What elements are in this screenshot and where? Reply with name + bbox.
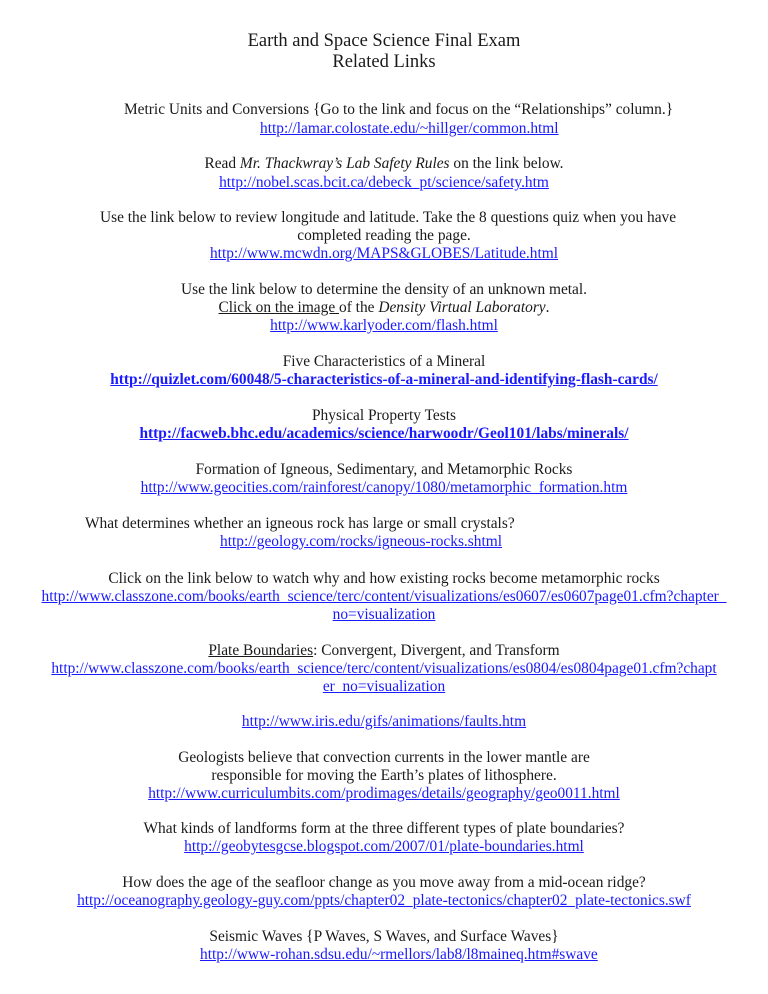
section-metamorphic-text: Click on the link below to watch why and how existing rocks become metamorphic rocks [108, 570, 660, 587]
link-density-lab[interactable]: http://www.karlyoder.com/flash.html [270, 317, 498, 334]
section-igneous-text: What determines whether an igneous rock has large or small crystals? [85, 515, 515, 532]
section-physical-tests-text: Physical Property Tests [312, 407, 456, 424]
link-plate-boundaries-visualization[interactable]: http://www.classzone.com/books/earth_science/terc/content/visualizations/es0804/es0804page01.cfm?chapt [51, 660, 717, 677]
doc-title: Earth and Space Science Final Exam [247, 31, 521, 51]
section-latitude-text: Use the link below to review longitude and latitude. Take the 8 questions quiz when you have [100, 209, 677, 226]
section-latitude-text-2: completed reading the page. [297, 227, 471, 244]
section-mineral-text: Five Characteristics of a Mineral [282, 353, 486, 370]
link-plate-boundaries-blog[interactable]: http://geobytesgcse.blogspot.com/2007/01/plate-boundaries.html [184, 838, 584, 855]
link-plate-boundaries-visualization-cont[interactable]: er_no=visualization [322, 678, 446, 695]
section-convection-text: Geologists believe that convection currents in the lower mantle are [178, 749, 590, 766]
section-metric-text: Metric Units and Conversions {Go to the link and focus on the “Relationships” column.} [124, 101, 674, 118]
section-density-text: Use the link below to determine the density of an unknown metal. [180, 281, 588, 298]
section-lab-safety-text: Read Mr. Thackwray’s Lab Safety Rules on the link below. [204, 155, 564, 172]
link-lab-safety[interactable]: http://nobel.scas.bcit.ca/debeck_pt/science/safety.htm [219, 174, 549, 191]
section-landforms-text: What kinds of landforms form at the three different types of plate boundaries? [143, 820, 625, 837]
section-seismic-text: Seismic Waves {P Waves, S Waves, and Surface Waves} [209, 928, 559, 945]
link-physical-tests[interactable]: http://facweb.bhc.edu/academics/science/harwoodr/Geol101/labs/minerals/ [139, 425, 629, 442]
section-convection-text-2: responsible for moving the Earth’s plates of lithosphere. [211, 767, 557, 784]
link-convection-currents[interactable]: http://www.curriculumbits.com/prodimages/details/geography/geo0011.html [148, 785, 620, 802]
link-igneous-rocks[interactable]: http://geology.com/rocks/igneous-rocks.shtml [220, 533, 502, 550]
link-iris-faults[interactable]: http://www.iris.edu/gifs/animations/faults.htm [241, 713, 527, 730]
link-seismic-waves[interactable]: http://www-rohan.sdsu.edu/~rmellors/lab8/l8maineq.htm#swave [200, 946, 598, 963]
section-density-text-2: Click on the image of the Density Virtual Laboratory. [218, 299, 550, 316]
link-plate-tectonics-swf[interactable]: http://oceanography.geology-guy.com/ppts/chapter02_plate-tectonics/chapter02_plate-tectonics.swf [77, 892, 691, 909]
section-plate-boundaries-text: Plate Boundaries: Convergent, Divergent, and Transform [208, 642, 560, 659]
link-latitude[interactable]: http://www.mcwdn.org/MAPS&GLOBES/Latitude.html [209, 245, 558, 262]
link-metamorphic-visualization-cont[interactable]: no=visualization [332, 606, 436, 623]
link-rock-formation[interactable]: http://www.geocities.com/rainforest/canopy/1080/metamorphic_formation.htm [140, 479, 628, 496]
link-mineral-flashcards[interactable]: http://quizlet.com/60048/5-characteristics-of-a-mineral-and-identifying-flash-cards/ [110, 371, 658, 388]
link-metric-units[interactable]: http://lamar.colostate.edu/~hillger/common.html [260, 120, 559, 137]
link-metamorphic-visualization[interactable]: http://www.classzone.com/books/earth_science/terc/content/visualizations/es0607/es0607page01.cfm?chapter_ [41, 588, 727, 605]
section-rock-formation-text: Formation of Igneous, Sedimentary, and Metamorphic Rocks [195, 461, 573, 478]
doc-subtitle: Related Links [332, 52, 436, 72]
section-seafloor-text: How does the age of the seafloor change as you move away from a mid-ocean ridge? [122, 874, 646, 891]
